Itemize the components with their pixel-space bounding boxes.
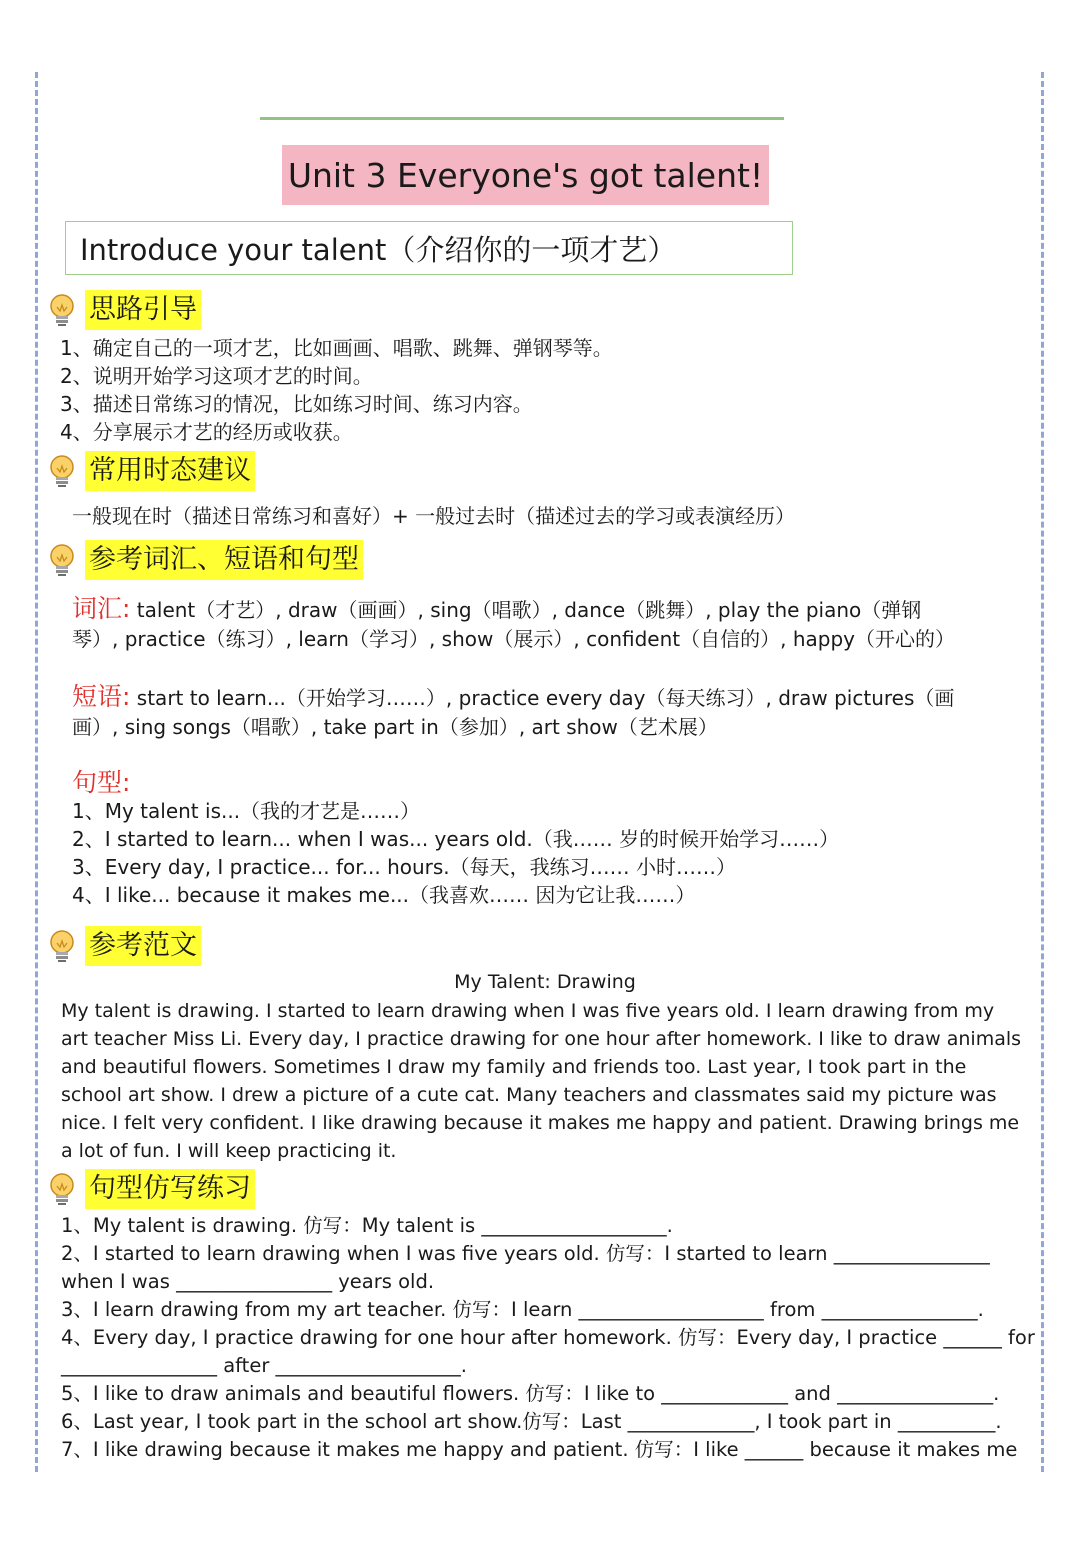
practice-line[interactable]: 7、I like drawing because it makes me happy and patient. 仿写：I like ______ because it makes me [61,1438,1018,1461]
essay-title: My Talent: Drawing [454,971,636,993]
thinking-guide-list [60,334,613,446]
tense-advice-text: 一般现在时（描述日常练习和喜好）+ 一般过去时（描述过去的学习或表演经历） [72,504,796,528]
list-item: 3、Every day, I practice... for... hours.（每天，我练习…… 小时……） [72,855,737,879]
practice-line[interactable]: 3、I learn drawing from my art teacher. 仿写：I learn ___________________ from ________________. [61,1298,984,1321]
practice-line[interactable]: when I was ________________ years old. [61,1270,435,1293]
section-sentence-practice [47,1169,255,1209]
sentence-label: 句型: [72,768,131,797]
phrase-label: 短语: [72,682,131,711]
practice-line[interactable]: 2、I started to learn drawing when I was five years old. 仿写：I started to learn ________________ [61,1242,990,1265]
right-dashed-border [1041,72,1044,1472]
essay-body: My talent is drawing. I started to learn drawing when I was five years old. I learn drawing from my art teacher Miss Li. Every day, I practice drawing for one hour after homework. I like to draw animals and beautiful flowers. Sometimes I draw my family and friends too. Last year, I took part in the school art show. I drew a picture of a cute cat. Many teachers and classmates said my picture was nice. I felt very confident. I like drawing because it makes me happy and patient. Drawing brings me a lot of fun. I will keep practicing it. [61,1000,1022,1162]
list-item: 4、I like... because it makes me...（我喜欢…… 因为它让我……） [72,883,696,907]
top-rule [260,117,784,120]
section-heading: 常用时态建议 [85,451,255,491]
practice-line[interactable]: 5、I like to draw animals and beautiful flowers. 仿写：I like to _____________ and ________________. [61,1382,1000,1405]
list-item: 4、分享展示才艺的经历或收获。 [60,420,353,444]
practice-line[interactable]: 6、Last year, I took part in the school art show.仿写：Last _____________, I took part in __________. [61,1410,1002,1433]
phrase-line: 画）, sing songs（唱歌）, take part in（参加）, art show（艺术展） [72,715,718,739]
section-sample-essay [47,926,201,966]
list-item: 1、确定自己的一项才艺，比如画画、唱歌、跳舞、弹钢琴等。 [60,336,613,360]
list-item: 2、I started to learn... when I was... years old.（我…… 岁的时候开始学习……） [72,827,840,851]
lightbulb-icon [47,929,77,963]
vocab-label: 词汇: [72,594,131,623]
section-reference-vocab [47,540,363,580]
list-item: 3、描述日常练习的情况，比如练习时间、练习内容。 [60,392,533,416]
section-heading: 思路引导 [85,290,201,330]
practice-line[interactable]: ________________ after ___________________. [61,1354,467,1377]
left-dashed-border [35,72,38,1472]
phrase-line: start to learn...（开始学习……）, practice every day（每天练习）, draw pictures（画 [130,686,955,710]
lightbulb-icon [47,454,77,488]
practice-line[interactable]: 1、My talent is drawing. 仿写：My talent is ___________________. [61,1214,673,1237]
practice-line[interactable]: 4、Every day, I practice drawing for one hour after homework. 仿写：Every day, I practice ______ for [61,1326,1035,1349]
lightbulb-icon [47,293,77,327]
list-item: 1、My talent is...（我的才艺是……） [72,799,421,823]
section-heading: 参考词汇、短语和句型 [85,540,363,580]
intro-heading: Introduce your talent（介绍你的一项才艺） [65,221,793,275]
vocab-line: 琴）, practice（练习）, learn（学习）, show（展示）, confident（自信的）, happy（开心的） [72,627,955,651]
practice-list [61,1212,1035,1464]
sentence-block [72,768,1022,909]
vocab-block [72,594,1022,654]
lightbulb-icon [47,543,77,577]
section-tense-advice [47,451,255,491]
section-heading: 句型仿写练习 [85,1169,255,1209]
section-thinking-guide [47,290,201,330]
list-item: 2、说明开始学习这项才艺的时间。 [60,364,373,388]
vocab-line: talent（才艺）, draw（画画）, sing（唱歌）, dance（跳舞）, play the piano（弹钢 [130,598,922,622]
lightbulb-icon [47,1172,77,1206]
section-heading: 参考范文 [85,926,201,966]
phrase-block [72,682,1022,742]
page-title: Unit 3 Everyone's got talent! [282,145,769,205]
